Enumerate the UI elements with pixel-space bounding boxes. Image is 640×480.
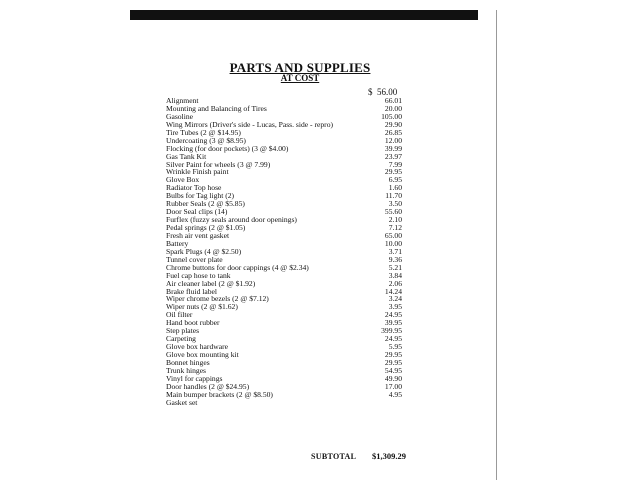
- item-description: Carpeting: [166, 334, 196, 344]
- item-description: Chrome buttons for door cappings (4 @ $2.34): [166, 262, 309, 272]
- item-amount: 7.99: [388, 159, 402, 169]
- item-amount-column: [354, 97, 402, 399]
- item-amount: 12.00: [384, 135, 402, 145]
- item-description: Furflex (fuzzy seals around door openings): [166, 215, 297, 225]
- item-amount: 105.00: [381, 111, 402, 121]
- item-amount: 66.01: [384, 96, 402, 105]
- subtotal-label: SUBTOTAL: [311, 452, 357, 461]
- item-amount: 39.99: [384, 143, 402, 153]
- item-amount: 2.10: [388, 215, 402, 225]
- item-description: Glove box hardware: [166, 342, 228, 352]
- item-amount: 17.00: [384, 381, 402, 391]
- item-description: Air cleaner label (2 @ $1.92): [166, 278, 256, 288]
- item-amount: 3.71: [388, 246, 402, 256]
- item-amount: 3.24: [388, 294, 402, 304]
- scan-top-border: [130, 10, 478, 20]
- item-amount: 5.95: [388, 342, 402, 352]
- item-amount: 54.95: [384, 365, 402, 375]
- item-amount: 26.85: [384, 127, 402, 137]
- page-subtitle: AT COST: [280, 73, 320, 83]
- item-description: Bulbs for Tag light (2): [166, 191, 235, 201]
- item-description: Gas Tank Kit: [166, 151, 207, 161]
- item-amount: 11.70: [385, 191, 402, 201]
- item-description: Spark Plugs (4 @ $2.50): [166, 246, 242, 256]
- item-amount: 399.95: [381, 326, 402, 336]
- item-description: Oil filter: [166, 310, 193, 320]
- item-description: Main bumper brackets (2 @ $8.50): [166, 389, 273, 399]
- item-description: Rubber Seals (2 @ $5.85): [166, 199, 245, 209]
- item-description: Gasoline: [166, 111, 193, 121]
- item-description: Wrinkle Finish paint: [166, 167, 229, 177]
- item-amount: 24.95: [384, 310, 402, 320]
- item-amount: 65.00: [384, 230, 402, 240]
- item-description: Battery: [166, 238, 189, 248]
- item-description: Wiper nuts (2 @ $1.62): [166, 302, 238, 312]
- item-amount: 20.00: [384, 103, 402, 113]
- item-description: Gasket set: [166, 397, 198, 407]
- item-description: Mounting and Balancing of Tires: [166, 103, 267, 113]
- first-amount: $ 56.00: [368, 87, 398, 97]
- item-description: Undercoating (3 @ $8.95): [166, 135, 246, 145]
- item-description: Tire Tubes (2 @ $14.95): [166, 127, 241, 137]
- item-amount: 29.90: [384, 119, 402, 129]
- item-amount: 7.12: [388, 223, 402, 232]
- item-description: Glove box mounting kit: [166, 350, 239, 359]
- item-description: Alignment: [166, 96, 199, 105]
- item-amount: 9.36: [388, 254, 402, 264]
- item-amount: 14.24: [384, 286, 402, 296]
- item-description: Trunk hinges: [166, 365, 207, 375]
- item-amount: 49.90: [384, 373, 402, 383]
- item-amount: 4.95: [388, 389, 402, 399]
- item-amount: 1.60: [388, 183, 402, 193]
- item-amount: 29.95: [384, 357, 402, 367]
- item-amount: 24.95: [384, 334, 402, 344]
- item-description: Door Seal clips (14): [166, 207, 228, 217]
- item-amount: 29.95: [384, 167, 402, 177]
- item-amount: 2.06: [388, 278, 402, 288]
- item-amount: 5.21: [388, 262, 402, 272]
- item-description: Door handles (2 @ $24.95): [166, 381, 250, 391]
- page-edge-line: [496, 10, 497, 480]
- item-amount: 6.95: [388, 175, 402, 185]
- item-amount: 39.95: [384, 318, 402, 328]
- item-description: Hand boot rubber: [166, 318, 220, 328]
- subtotal-value: $1,309.29: [372, 451, 406, 461]
- item-description: Wing Mirrors (Driver's side - Lucas, Pass. side - repro): [166, 119, 334, 129]
- item-description: Tunnel cover plate: [166, 254, 223, 264]
- item-description: Step plates: [166, 326, 200, 336]
- item-description: Brake fluid label: [166, 286, 218, 296]
- item-amount: 55.60: [384, 207, 402, 217]
- page-title: PARTS AND SUPPLIES: [229, 60, 371, 75]
- item-description: Fuel cap hose to tank: [166, 270, 231, 280]
- item-description: Glove Box: [166, 175, 200, 185]
- item-amount: 3.50: [388, 199, 402, 209]
- item-amount: 3.84: [388, 270, 402, 280]
- item-description: Pedal springs (2 @ $1.05): [166, 223, 246, 232]
- item-description: Flocking (for door pockets) (3 @ $4.00): [166, 143, 289, 153]
- item-amount: 10.00: [384, 238, 402, 248]
- item-description: Bonnet hinges: [166, 357, 210, 367]
- item-amount: 29.95: [384, 350, 402, 359]
- item-description: Wiper chrome bezels (2 @ $7.12): [166, 294, 269, 304]
- item-description: Vinyl for cappings: [166, 373, 223, 383]
- item-amount: 3.95: [388, 302, 402, 312]
- item-description: Fresh air vent gasket: [166, 230, 230, 240]
- item-amount: 23.97: [384, 151, 402, 161]
- item-description: Radiator Top hose: [166, 183, 222, 193]
- item-description-column: [166, 97, 366, 407]
- item-description: Silver Paint for wheels (3 @ 7.99): [166, 159, 271, 169]
